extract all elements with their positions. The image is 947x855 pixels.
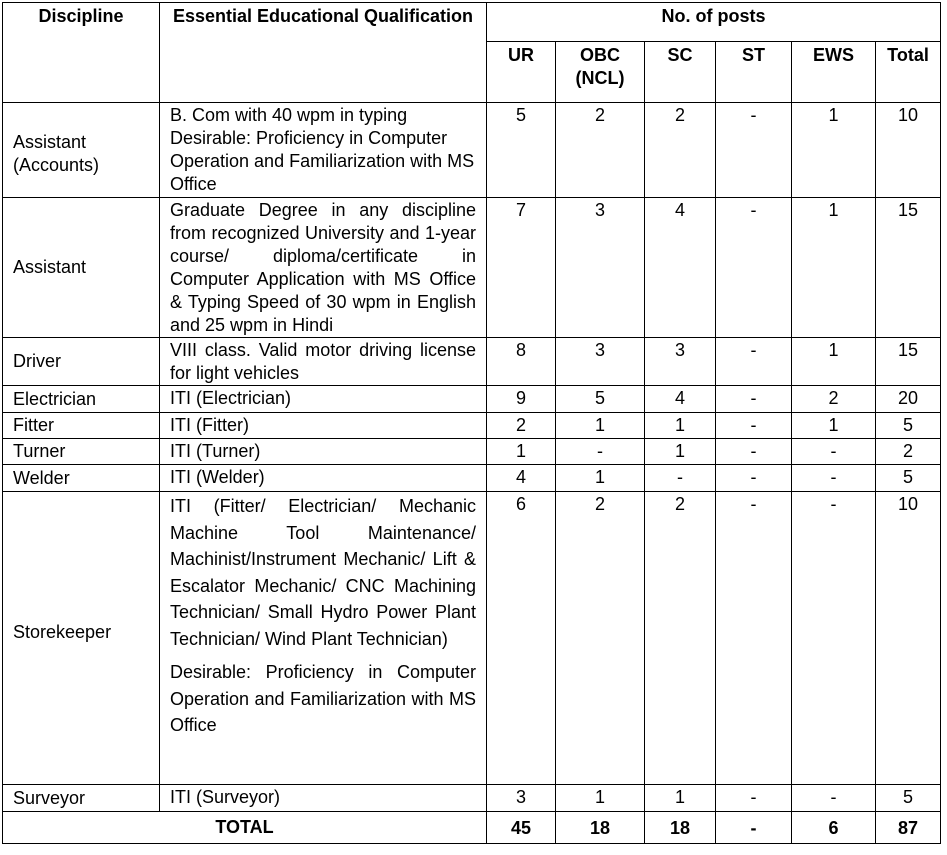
total-sc: 18: [645, 812, 716, 844]
discipline-cell: Storekeeper: [3, 492, 160, 785]
ur-cell: 8: [487, 338, 556, 386]
header-discipline: Discipline: [3, 3, 160, 103]
ews-cell: -: [792, 439, 876, 465]
ews-cell: 1: [792, 103, 876, 198]
st-cell: -: [716, 439, 792, 465]
obc-cell: 5: [556, 386, 645, 413]
sc-cell: 2: [645, 103, 716, 198]
total-cell: 2: [876, 439, 941, 465]
header-sc: SC: [645, 42, 716, 103]
total-cell: 10: [876, 103, 941, 198]
ur-cell: 6: [487, 492, 556, 785]
sc-cell: -: [645, 465, 716, 492]
sc-cell: 1: [645, 439, 716, 465]
discipline-cell: Assistant: [3, 198, 160, 338]
table-row: [3, 492, 941, 785]
discipline-cell: Assistant (Accounts): [3, 103, 160, 198]
sc-cell: 1: [645, 413, 716, 439]
total-cell: 5: [876, 465, 941, 492]
total-row: [3, 812, 941, 844]
qualification-cell: B. Com with 40 wpm in typing Desirable: Proficiency in Computer Operation and Familiarization with MS Office: [160, 103, 487, 198]
table-row: [3, 386, 941, 413]
table-row: [3, 413, 941, 439]
total-ur: 45: [487, 812, 556, 844]
st-cell: -: [716, 413, 792, 439]
ews-cell: -: [792, 785, 876, 812]
qualification-cell: ITI (Welder): [160, 465, 487, 492]
discipline-cell: Turner: [3, 439, 160, 465]
qualification-cell: Graduate Degree in any discipline from recognized University and 1-year course/ diploma/certificate in Computer Application with MS Office & Typing Speed of 30 wpm in English and 25 wpm in Hindi: [160, 198, 487, 338]
ur-cell: 5: [487, 103, 556, 198]
obc-cell: 2: [556, 492, 645, 785]
sc-cell: 1: [645, 785, 716, 812]
st-cell: -: [716, 465, 792, 492]
total-total: 87: [876, 812, 941, 844]
obc-cell: 1: [556, 465, 645, 492]
total-cell: 15: [876, 198, 941, 338]
sc-cell: 4: [645, 198, 716, 338]
obc-cell: 2: [556, 103, 645, 198]
table-row: [3, 103, 941, 198]
discipline-cell: Electrician: [3, 386, 160, 413]
total-cell: 10: [876, 492, 941, 785]
ews-cell: 2: [792, 386, 876, 413]
header-ur: UR: [487, 42, 556, 103]
st-cell: -: [716, 338, 792, 386]
discipline-cell: Fitter: [3, 413, 160, 439]
header-obc: OBC (NCL): [556, 42, 645, 103]
ur-cell: 7: [487, 198, 556, 338]
st-cell: -: [716, 198, 792, 338]
table-row: [3, 785, 941, 812]
total-cell: 15: [876, 338, 941, 386]
total-label: TOTAL: [3, 812, 487, 844]
obc-cell: 3: [556, 198, 645, 338]
table-row: [3, 198, 941, 338]
table-row: [3, 465, 941, 492]
ews-cell: -: [792, 492, 876, 785]
ews-cell: 1: [792, 413, 876, 439]
ews-cell: 1: [792, 338, 876, 386]
total-st: -: [716, 812, 792, 844]
posts-table: [2, 2, 941, 844]
qualification-cell: ITI (Fitter): [160, 413, 487, 439]
header-qualification: Essential Educational Qualification: [160, 3, 487, 103]
qualification-cell: ITI (Surveyor): [160, 785, 487, 812]
qualification-text: ITI (Fitter/ Electrician/ Mechanic Machine Tool Maintenance/ Machinist/Instrument Mechanic/ Lift & Escalator Mechanic/ CNC Machining Technician/ Small Hydro Power Plant Technician/ Wind Plant Technician): [170, 496, 476, 649]
total-cell: 20: [876, 386, 941, 413]
table-row: [3, 338, 941, 386]
st-cell: -: [716, 785, 792, 812]
obc-cell: 1: [556, 785, 645, 812]
ews-cell: -: [792, 465, 876, 492]
total-obc: 18: [556, 812, 645, 844]
header-st: ST: [716, 42, 792, 103]
qualification-cell: ITI (Turner): [160, 439, 487, 465]
obc-cell: 3: [556, 338, 645, 386]
header-posts: No. of posts: [487, 3, 941, 42]
total-ews: 6: [792, 812, 876, 844]
ur-cell: 2: [487, 413, 556, 439]
discipline-cell: Welder: [3, 465, 160, 492]
discipline-cell: Surveyor: [3, 785, 160, 812]
st-cell: -: [716, 386, 792, 413]
qualification-cell: VIII class. Valid motor driving license for light vehicles: [160, 338, 487, 386]
obc-cell: -: [556, 439, 645, 465]
header-ews: EWS: [792, 42, 876, 103]
ur-cell: 4: [487, 465, 556, 492]
obc-cell: 1: [556, 413, 645, 439]
ews-cell: 1: [792, 198, 876, 338]
qualification-cell: [160, 492, 487, 785]
ur-cell: 9: [487, 386, 556, 413]
discipline-cell: Driver: [3, 338, 160, 386]
st-cell: -: [716, 103, 792, 198]
sc-cell: 3: [645, 338, 716, 386]
total-cell: 5: [876, 413, 941, 439]
ur-cell: 3: [487, 785, 556, 812]
sc-cell: 2: [645, 492, 716, 785]
qualification-desirable-text: Desirable: Proficiency in Computer Operation and Familiarization with MS Office: [170, 662, 476, 735]
table-row: [3, 439, 941, 465]
header-total: Total: [876, 42, 941, 103]
st-cell: -: [716, 492, 792, 785]
sc-cell: 4: [645, 386, 716, 413]
ur-cell: 1: [487, 439, 556, 465]
total-cell: 5: [876, 785, 941, 812]
qualification-cell: ITI (Electrician): [160, 386, 487, 413]
